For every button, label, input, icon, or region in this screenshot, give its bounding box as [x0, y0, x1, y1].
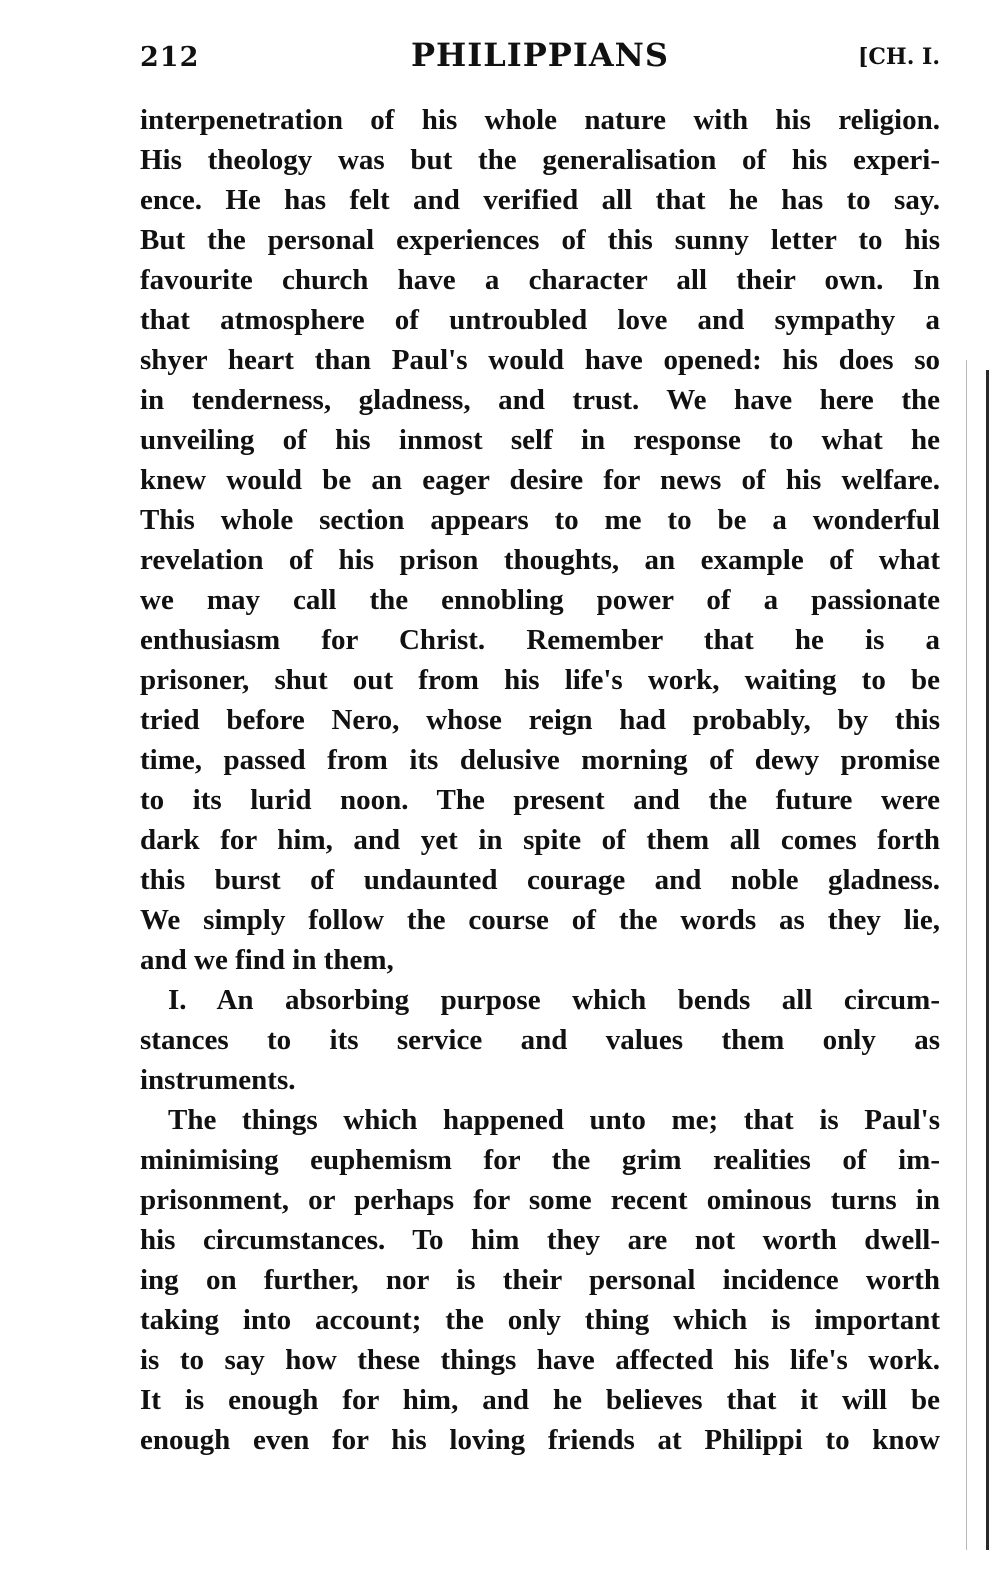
text-line: enthusiasm for Christ. Remember that he is a [140, 624, 940, 656]
body-text [140, 100, 940, 1460]
chapter-reference: [CH. I. [858, 44, 940, 70]
text-line: The things which happened unto me; that is Paul's [168, 1104, 940, 1136]
text-line: revelation of his prison thoughts, an example of what [140, 544, 940, 576]
text-line: is to say how these things have affected his life's work. [140, 1344, 940, 1376]
text-line: to its lurid noon. The present and the future were [140, 784, 940, 816]
text-line: But the personal experiences of this sunny letter to his [140, 224, 940, 256]
text-line: we may call the ennobling power of a passionate [140, 584, 940, 616]
text-line: dark for him, and yet in spite of them all comes forth [140, 824, 940, 856]
text-line: enough even for his loving friends at Philippi to know [140, 1424, 940, 1456]
text-line: tried before Nero, whose reign had probably, by this [140, 704, 940, 736]
text-line: ing on further, nor is their personal incidence worth [140, 1264, 940, 1296]
text-line: We simply follow the course of the words as they lie, [140, 904, 940, 936]
scan-edge-shadow [966, 360, 967, 1550]
text-line: shyer heart than Paul's would have opened: his does so [140, 344, 940, 376]
page-number: 212 [140, 42, 200, 73]
book-title: PHILIPPIANS [410, 36, 669, 74]
text-line: his circumstances. To him they are not worth dwell- [140, 1224, 940, 1256]
text-line: minimising euphemism for the grim realities of im- [140, 1144, 940, 1176]
section-heading-line: instruments. [140, 1064, 296, 1096]
text-line: favourite church have a character all their own. In [140, 264, 940, 296]
text-line: time, passed from its delusive morning of dewy promise [140, 744, 940, 776]
text-line: prisoner, shut out from his life's work, waiting to be [140, 664, 940, 696]
text-line: and we find in them, [140, 944, 394, 976]
running-head [140, 36, 940, 80]
page-edge-rule [986, 370, 989, 1550]
text-line: knew would be an eager desire for news of his welfare. [140, 464, 940, 496]
text-line: His theology was but the generalisation of his experi- [140, 144, 940, 176]
text-line: This whole section appears to me to be a wonderful [140, 504, 940, 536]
text-line: ence. He has felt and verified all that he has to say. [140, 184, 940, 216]
text-line: prisonment, or perhaps for some recent ominous turns in [140, 1184, 940, 1216]
section-heading-line: stances to its service and values them only as [140, 1024, 940, 1056]
text-line: unveiling of his inmost self in response to what he [140, 424, 940, 456]
text-line: interpenetration of his whole nature with his religion. [140, 104, 940, 136]
text-line: It is enough for him, and he believes that it will be [140, 1384, 940, 1416]
section-heading-line: I. An absorbing purpose which bends all circum- [168, 984, 940, 1016]
text-line: that atmosphere of untroubled love and sympathy a [140, 304, 940, 336]
text-line: in tenderness, gladness, and trust. We have here the [140, 384, 940, 416]
text-line: taking into account; the only thing which is important [140, 1304, 940, 1336]
text-line: this burst of undaunted courage and noble gladness. [140, 864, 940, 896]
